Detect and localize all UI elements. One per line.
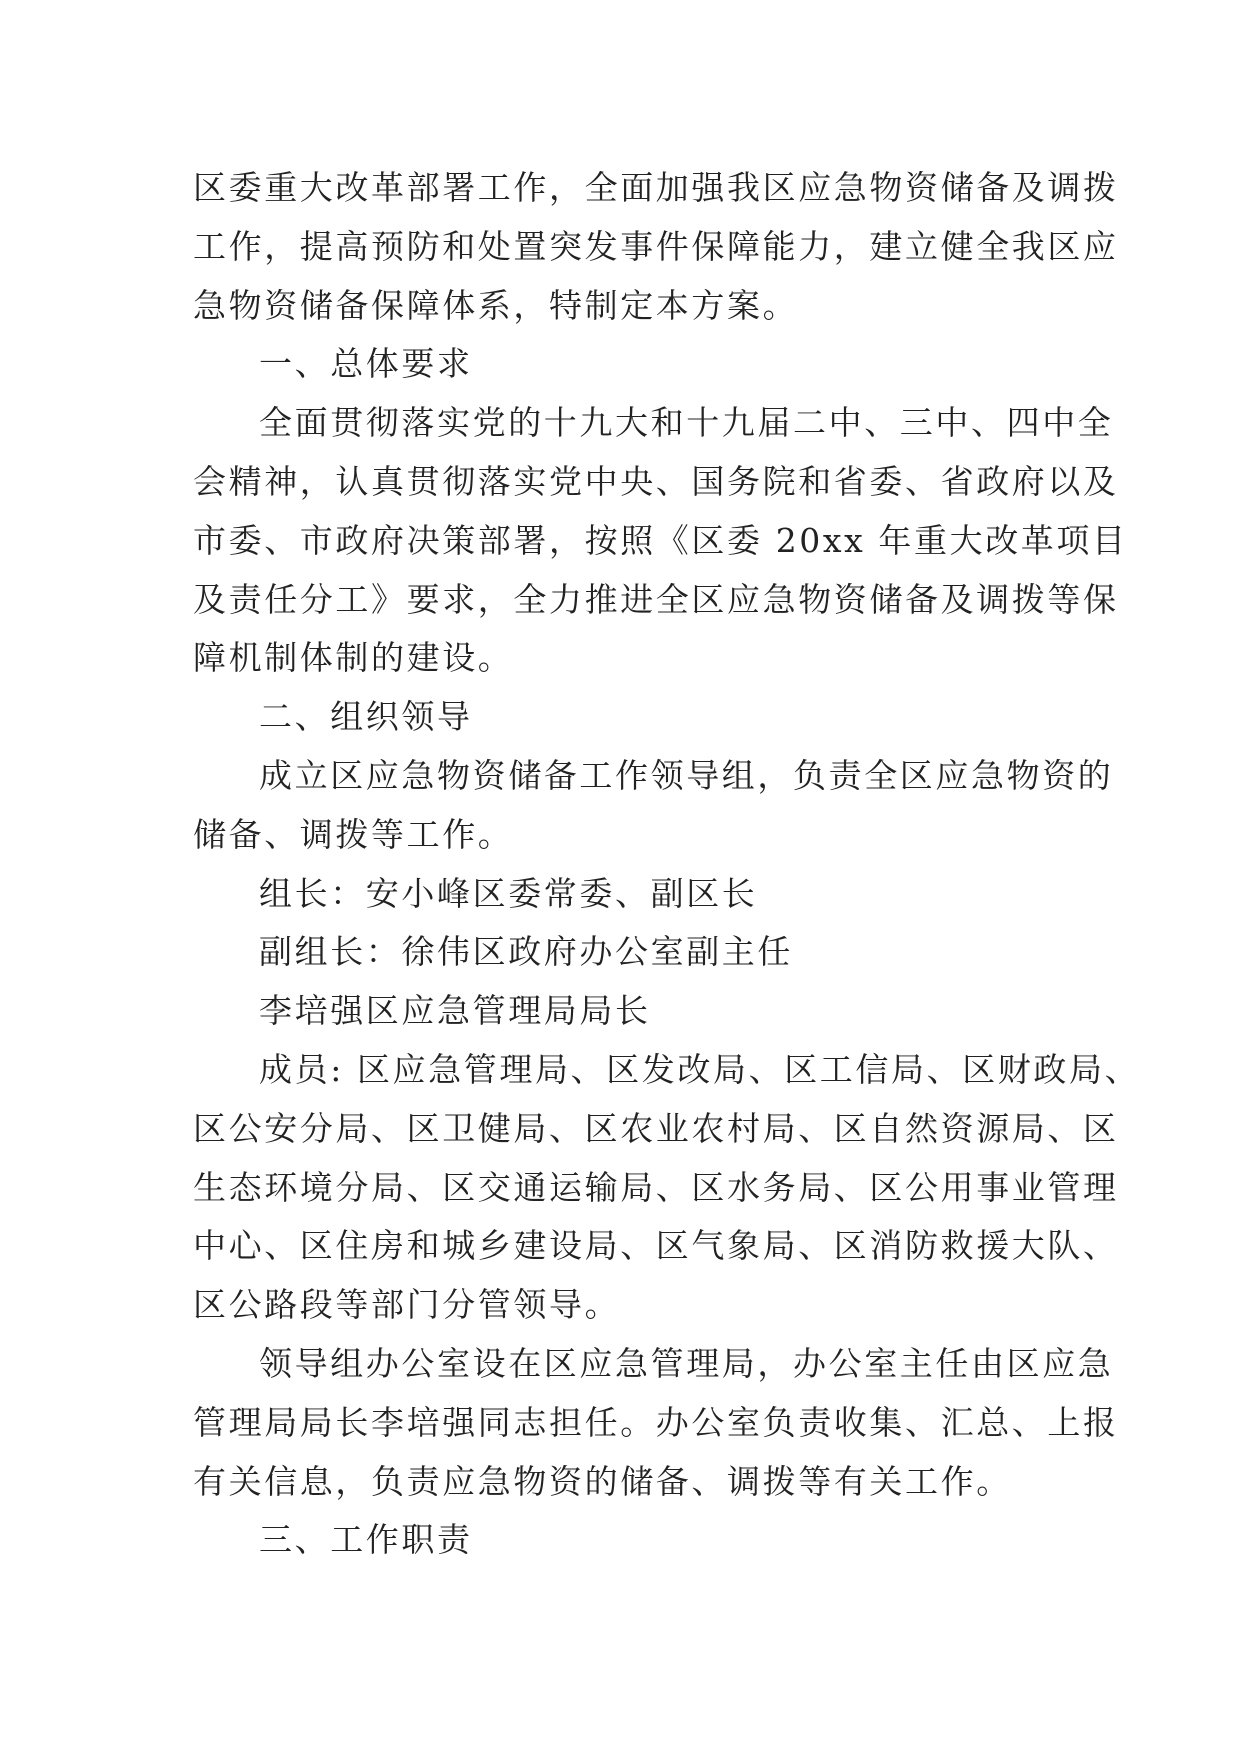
body-line: 中心、区住房和城乡建设局、区气象局、区消防救援大队、 xyxy=(193,1226,1119,1266)
body-line: 工作，提高预防和处置突发事件保障能力，建立健全我区应 xyxy=(193,226,1119,266)
body-line: 市委、市政府决策部署，按照《区委 20xx 年重大改革项目 xyxy=(193,520,1128,560)
section-heading-3: 三、工作职责 xyxy=(259,1520,473,1560)
body-line: 急物资储备保障体系，特制定本方案。 xyxy=(193,285,799,325)
body-line: 全面贯彻落实党的十九大和十九届二中、三中、四中全 xyxy=(259,403,1114,443)
body-line: 障机制体制的建设。 xyxy=(193,638,514,678)
deputy-leader-line: 李培强区应急管理局局长 xyxy=(259,991,651,1031)
document-body xyxy=(193,159,1141,1570)
body-line: 生态环境分局、区交通运输局、区水务局、区公用事业管理 xyxy=(193,1167,1119,1207)
deputy-leader-line: 副组长：徐伟区政府办公室副主任 xyxy=(259,932,793,972)
section-heading-1: 一、总体要求 xyxy=(259,344,473,384)
body-line: 区委重大改革部署工作，全面加强我区应急物资储备及调拨 xyxy=(193,168,1119,207)
body-line: 储备、调拨等工作。 xyxy=(193,814,514,854)
body-line: 有关信息，负责应急物资的储备、调拨等有关工作。 xyxy=(193,1461,1012,1501)
body-line: 会精神，认真贯彻落实党中央、国务院和省委、省政府以及 xyxy=(193,461,1119,501)
body-line: 区公路段等部门分管领导。 xyxy=(193,1285,621,1325)
body-line: 区公安分局、区卫健局、区农业农村局、区自然资源局、区 xyxy=(193,1108,1119,1148)
body-line: 管理局局长李培强同志担任。办公室负责收集、汇总、上报 xyxy=(193,1402,1119,1442)
body-line: 成立区应急物资储备工作领导组，负责全区应急物资的 xyxy=(259,755,1114,795)
body-line: 领导组办公室设在区应急管理局，办公室主任由区应急 xyxy=(259,1343,1114,1383)
body-line: 及责任分工》要求，全力推进全区应急物资储备及调拨等保 xyxy=(193,579,1119,619)
members-line: 成员: 区应急管理局、区发改局、区工信局、区财政局、 xyxy=(259,1049,1141,1089)
leader-line: 组长：安小峰区委常委、副区长 xyxy=(259,873,758,913)
section-heading-2: 二、组织领导 xyxy=(259,697,473,737)
